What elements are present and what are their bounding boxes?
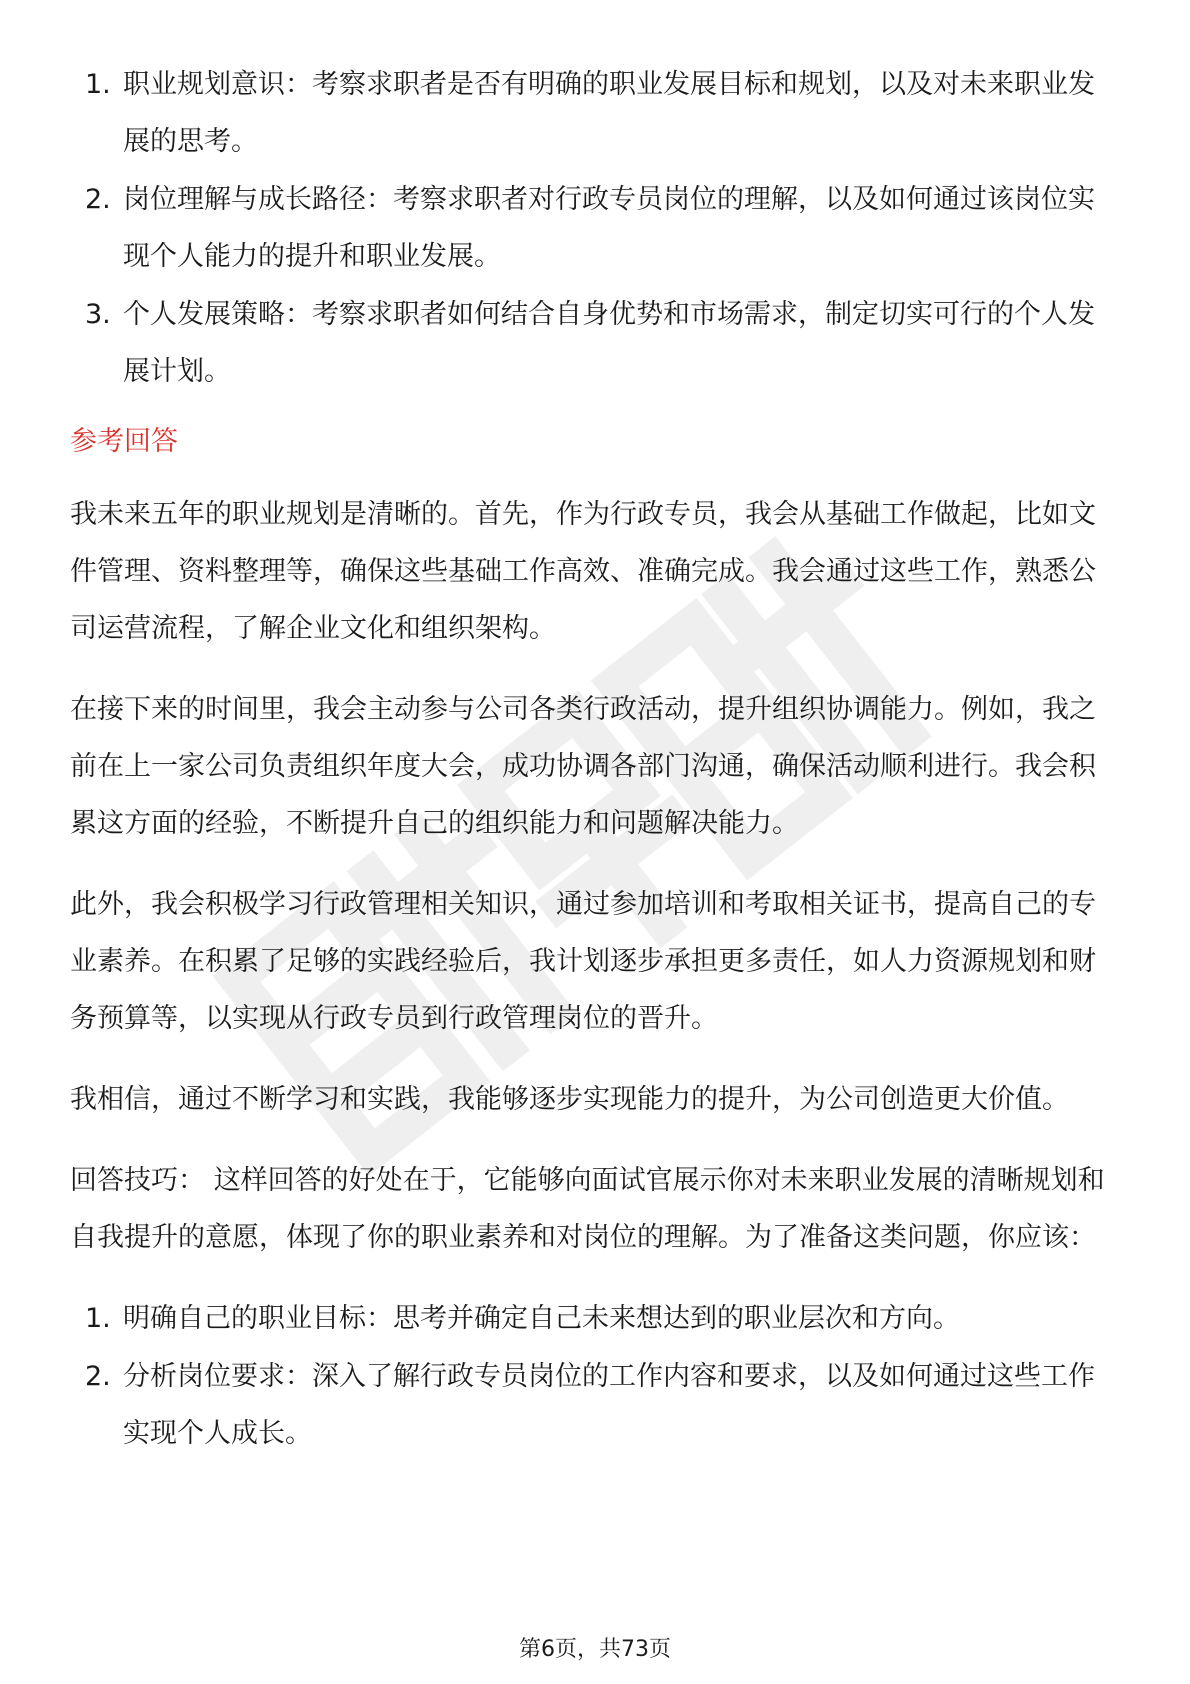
list-number: 1.: [85, 1303, 111, 1334]
list-number: 1.: [85, 69, 111, 100]
list-text: 分析岗位要求：深入了解行政专员岗位的工作内容和要求，以及如何通过这些工作实现个人成长。: [123, 1361, 1095, 1449]
answer-paragraph: 我相信，通过不断学习和实践，我能够逐步实现能力的提升，为公司创造更大价值。: [70, 1084, 1069, 1115]
list-number: 3.: [85, 299, 111, 330]
list-text: 岗位理解与成长路径：考察求职者对行政专员岗位的理解，以及如何通过该岗位实现个人能力的提升和职业发展。: [123, 184, 1095, 272]
list-item: [70, 286, 1120, 400]
answer-paragraph: 在接下来的时间里，我会主动参与公司各类行政活动，提升组织协调能力。例如，我之前在上一家公司负责组织年度大会，成功协调各部门沟通，确保活动顺利进行。我会积累这方面的经验，不断提升自己的组织能力和问题解决能力。: [70, 694, 1096, 839]
answer-paragraph: 我未来五年的职业规划是清晰的。首先，作为行政专员，我会从基础工作做起，比如文件管理、资料整理等，确保这些基础工作高效、准确完成。我会通过这些工作，熟悉公司运营流程，了解企业文化和组织架构。: [70, 499, 1096, 644]
answer-paragraph: 此外，我会积极学习行政管理相关知识，通过参加培训和考取相关证书，提高自己的专业素养。在积累了足够的实践经验后，我计划逐步承担更多责任，如人力资源规划和财务预算等，以实现从行政专员到行政管理岗位的晋升。: [70, 889, 1096, 1034]
page-content: [70, 56, 1120, 1463]
list-text: 职业规划意识：考察求职者是否有明确的职业发展目标和规划，以及对未来职业发展的思考。: [123, 69, 1095, 157]
list-item: [70, 1290, 1120, 1347]
reference-answer-heading: 参考回答: [70, 426, 178, 457]
tips-list: [70, 1290, 1120, 1462]
list-number: 2.: [85, 184, 111, 215]
page-footer: 第6页，共73页: [519, 1637, 671, 1662]
list-item: [70, 56, 1120, 170]
criteria-list: [70, 56, 1120, 400]
list-text: 个人发展策略：考察求职者如何结合自身优势和市场需求，制定切实可行的个人发展计划。: [123, 299, 1095, 387]
tips-paragraph: 回答技巧： 这样回答的好处在于，它能够向面试官展示你对未来职业发展的清晰规划和自我提升的意愿，体现了你的职业素养和对岗位的理解。为了准备这类问题，你应该：: [70, 1165, 1105, 1253]
list-number: 2.: [85, 1361, 111, 1392]
list-item: [70, 1348, 1120, 1462]
list-text: 明确自己的职业目标：思考并确定自己未来想达到的职业层次和方向。: [123, 1303, 960, 1334]
list-item: [70, 171, 1120, 285]
